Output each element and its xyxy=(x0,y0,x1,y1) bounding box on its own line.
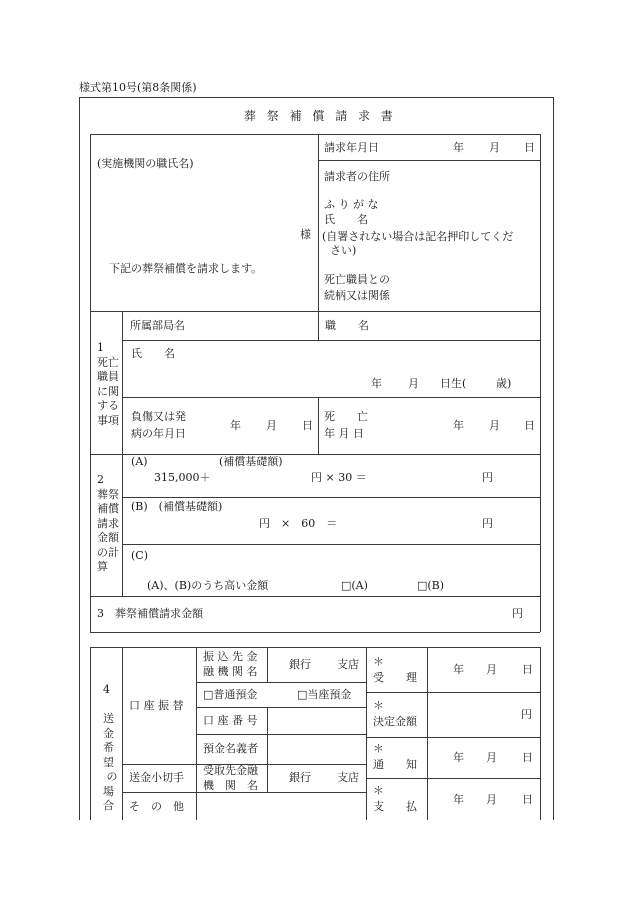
form-number: 様式第10号(第8条関係) xyxy=(79,81,197,94)
line xyxy=(366,778,540,779)
current-deposit-checkbox[interactable]: □当座預金 xyxy=(297,688,352,701)
receiving-bank-label-2: 機 関 名 xyxy=(203,779,258,792)
line xyxy=(540,134,541,632)
calc-a-label: (A) xyxy=(131,455,148,468)
claim-amount-yen: 円 xyxy=(512,607,523,620)
deceased-name-label: 氏 名 xyxy=(131,347,175,360)
calc-b-formula: 円 × 60 ＝ xyxy=(259,517,338,530)
section2-label: 2 葬祭 補償 請求 金額 の計 算 xyxy=(97,473,119,574)
calc-a-formula: 円 × 30 ＝ xyxy=(311,471,367,484)
paid-year: 年 xyxy=(453,793,464,806)
line xyxy=(122,454,123,596)
applicant-name-label: 氏 名 xyxy=(324,213,368,226)
line xyxy=(90,647,540,648)
relation-label-2: 続柄又は関係 xyxy=(324,289,390,302)
line xyxy=(90,647,91,820)
injury-day: 日 xyxy=(302,419,313,432)
agency-label: (実施機関の職氏名) xyxy=(97,157,194,170)
death-day: 日 xyxy=(524,419,535,432)
paid-day: 日 xyxy=(522,793,533,806)
injury-year: 年 xyxy=(230,419,241,432)
received-month: 月 xyxy=(486,663,497,676)
death-month: 月 xyxy=(489,419,500,432)
frame-left xyxy=(79,97,80,820)
line xyxy=(90,311,540,312)
section4-label: 4 送 金 希 望 の 場 合 xyxy=(103,683,118,813)
bank-suffix: 銀行 xyxy=(289,658,311,671)
line xyxy=(318,397,319,454)
paid-month: 月 xyxy=(486,793,497,806)
line xyxy=(90,134,540,135)
line xyxy=(196,707,366,708)
account-number-label: 口 座 番 号 xyxy=(203,714,258,727)
birth-year: 年 xyxy=(371,377,382,390)
receiving-bank-label: 受取先金融 xyxy=(203,764,258,777)
star-mark: ＊ xyxy=(373,784,384,797)
bank-suffix-2: 銀行 xyxy=(289,771,311,784)
line xyxy=(366,692,540,693)
claim-amount-label: 3 葬祭補償請求金額 xyxy=(97,607,203,620)
line xyxy=(122,397,540,398)
line xyxy=(267,647,268,682)
request-text: 下記の葬祭補償を請求します。 xyxy=(109,262,263,275)
line xyxy=(267,707,268,792)
line xyxy=(90,134,91,632)
received-year: 年 xyxy=(453,663,464,676)
relation-label: 死亡職員との xyxy=(324,273,390,286)
line xyxy=(540,647,541,820)
decided-amount-yen: 円 xyxy=(521,708,532,721)
star-mark: ＊ xyxy=(373,655,384,668)
line xyxy=(122,647,123,820)
seal-note: (自署されない場合は記名押印してくだ xyxy=(322,230,514,243)
ordinary-deposit-checkbox[interactable]: □普通預金 xyxy=(203,688,258,701)
option-b-checkbox[interactable]: □(B) xyxy=(417,579,445,592)
job-title-label: 職 名 xyxy=(325,319,369,332)
notified-label: 通 知 xyxy=(373,758,417,771)
line xyxy=(122,497,540,498)
request-date-label: 請求年月日 xyxy=(324,141,379,154)
applicant-address-label: 請求者の住所 xyxy=(324,170,390,183)
base-amount-label: (補償基礎額) xyxy=(219,455,283,468)
option-a-checkbox[interactable]: □(A) xyxy=(341,579,368,592)
death-year: 年 xyxy=(453,419,464,432)
seal-note-cont: さい) xyxy=(330,244,357,257)
paid-label: 支 払 xyxy=(373,800,417,813)
form-title: 葬祭補償請求書 xyxy=(244,109,404,123)
notified-month: 月 xyxy=(486,751,497,764)
star-mark: ＊ xyxy=(373,742,384,755)
star-mark: ＊ xyxy=(373,699,384,712)
date-year: 年 xyxy=(453,141,464,154)
destination-bank-label-2: 融 機 関 名 xyxy=(203,665,258,678)
furigana-label: ふ り が な xyxy=(324,198,379,211)
section1-label: 1 死亡 職員 に関 する 事項 xyxy=(97,341,119,427)
frame-right xyxy=(553,97,554,820)
date-day: 日 xyxy=(524,141,535,154)
death-date-label-2: 年 月 日 xyxy=(324,427,364,440)
frame-top xyxy=(79,97,553,98)
injury-date-label-2: 病の年月日 xyxy=(131,427,186,440)
line xyxy=(427,647,428,820)
calc-c-text: (A)、(B)のうち高い金額 xyxy=(147,579,269,592)
death-date-label: 死 亡 xyxy=(324,410,368,423)
line xyxy=(318,311,319,340)
calc-a-yen: 円 xyxy=(482,471,493,484)
injury-date-label: 負傷又は発 xyxy=(131,410,186,423)
department-label: 所属部局名 xyxy=(130,319,185,332)
line xyxy=(122,311,123,454)
calc-c-label: (C) xyxy=(131,549,148,562)
received-day: 日 xyxy=(522,663,533,676)
line xyxy=(122,792,366,793)
calc-b-label: (B) (補償基礎額) xyxy=(131,500,223,513)
branch-suffix: 支店 xyxy=(337,658,359,671)
account-transfer-label: 口 座 振 替 xyxy=(129,699,184,712)
injury-month: 月 xyxy=(266,419,277,432)
decided-amount-label: 決定金額 xyxy=(373,715,417,728)
birth-day: 日生( xyxy=(440,377,467,390)
line xyxy=(90,632,540,633)
line xyxy=(90,596,540,597)
line xyxy=(318,160,540,161)
age: 歳) xyxy=(496,377,512,390)
notified-year: 年 xyxy=(453,751,464,764)
line xyxy=(196,734,366,735)
remittance-check-label: 送金小切手 xyxy=(129,771,184,784)
honorific-sama: 様 xyxy=(300,228,311,241)
line xyxy=(366,737,540,738)
line xyxy=(366,647,367,820)
line xyxy=(122,544,540,545)
date-month: 月 xyxy=(489,141,500,154)
calc-a-base: 315,000＋ xyxy=(154,471,211,484)
destination-bank-label: 振 込 先 金 xyxy=(203,650,258,663)
line xyxy=(90,454,540,455)
line xyxy=(122,340,540,341)
calc-b-yen: 円 xyxy=(482,517,493,530)
line xyxy=(196,682,366,683)
birth-month: 月 xyxy=(408,377,419,390)
account-holder-label: 預金名義者 xyxy=(203,742,258,755)
other-label: そ の 他 xyxy=(129,800,184,813)
branch-suffix-2: 支店 xyxy=(337,771,359,784)
notified-day: 日 xyxy=(522,751,533,764)
received-label: 受 理 xyxy=(373,671,417,684)
